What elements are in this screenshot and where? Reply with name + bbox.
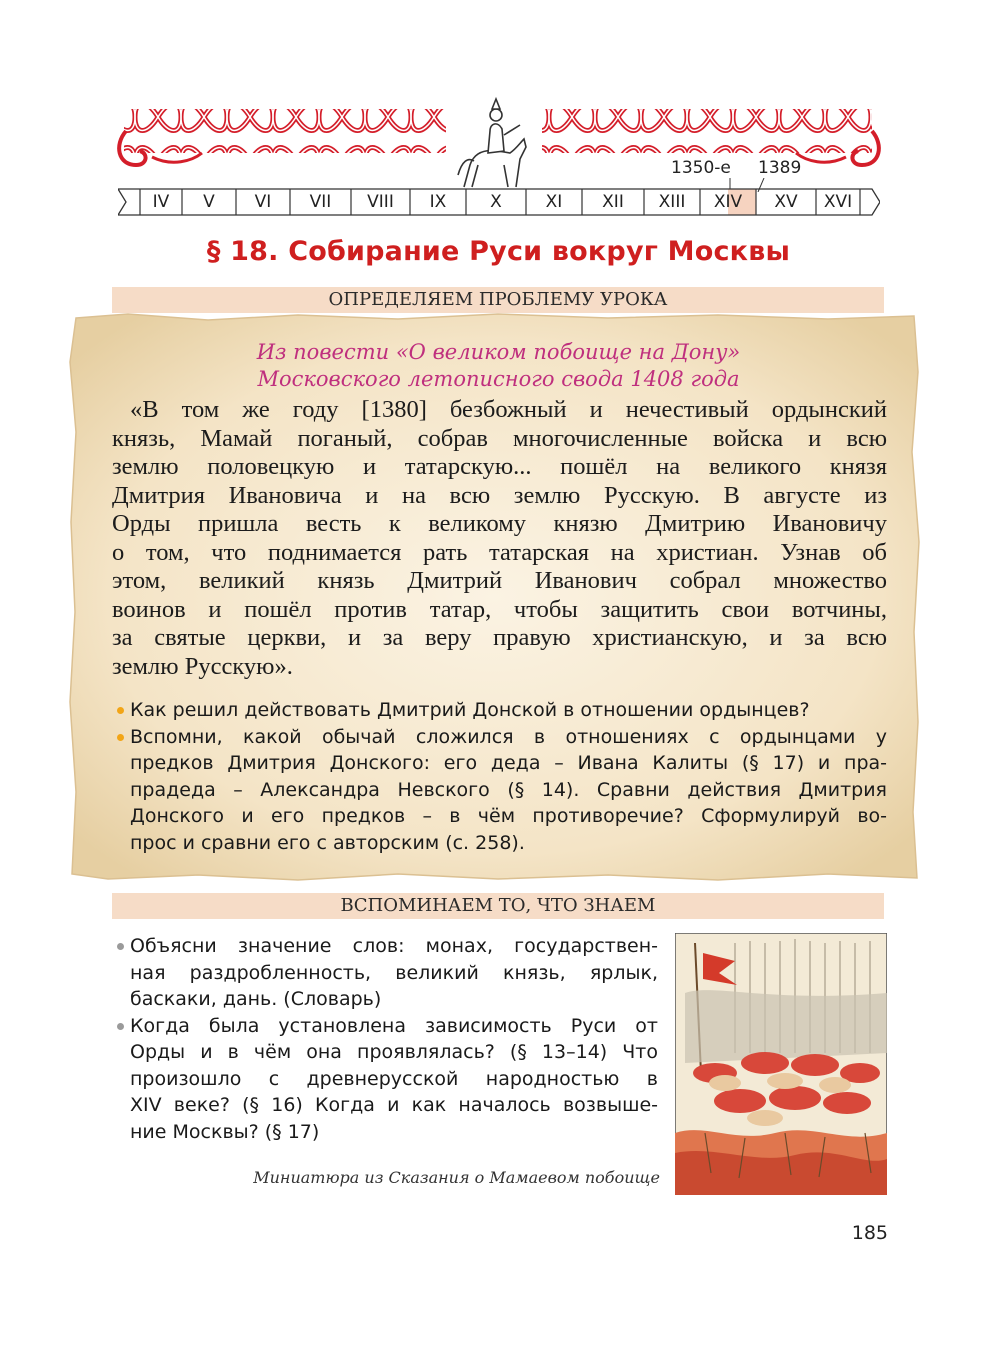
- bullet-dot: [117, 943, 124, 950]
- question-item-cont: прос и сравни его с авторским (с. 258).: [130, 831, 525, 854]
- bullet-dot: [117, 707, 124, 714]
- question-item: Как решил действовать Дмитрий Донской в отношении ордынцев?: [130, 699, 810, 721]
- century-label: VII: [309, 192, 332, 212]
- image-caption: Миниатюра из Сказания о Мамаевом побоище: [253, 1168, 660, 1187]
- quote-line: воинов и пошёл против татар, чтобы защитить свои вотчины,: [112, 595, 887, 623]
- century-label: X: [490, 192, 502, 212]
- question-item: Вспомни, какой обычай сложился в отношениях с ордынцами у: [130, 725, 887, 748]
- chronicle-quote: [112, 396, 887, 681]
- page-number: 185: [851, 1222, 888, 1244]
- century-label: XII: [602, 192, 624, 212]
- recall-list: [130, 933, 658, 1145]
- quote-source-title: Из повести «О великом побоище на Дону»: [256, 340, 741, 364]
- century-label: IV: [152, 192, 170, 212]
- century-label: XVI: [823, 192, 853, 212]
- question-item-cont: Донского и его предков – в чём противоречие? Сформулируй во-: [130, 805, 887, 827]
- recall-item: Когда была установлена зависимость Руси от: [130, 1014, 658, 1037]
- timeline-marker-1350: 1350-е: [671, 158, 731, 178]
- century-timeline: [118, 187, 880, 217]
- recall-item-cont: баскаки, дань. (Словарь): [130, 988, 382, 1010]
- century-label: V: [203, 192, 215, 212]
- recall-item-cont: XIV веке? (§ 16) Когда и как началось возвыше-: [130, 1094, 658, 1116]
- section-header-problem: ОПРЕДЕЛЯЕМ ПРОБЛЕМУ УРОКА: [112, 287, 884, 313]
- quote-line: землю Русскую».: [112, 652, 293, 680]
- quote-line: этом, великий князь Дмитрий Иванович собрал множество: [112, 567, 887, 594]
- century-label: IX: [429, 192, 447, 212]
- century-label-highlight: XIV: [713, 192, 743, 212]
- section-header-recall: ВСПОМИНАЕМ ТО, ЧТО ЗНАЕМ: [112, 893, 884, 919]
- century-label: VI: [254, 192, 272, 212]
- quote-line: о том, что поднимается рать татарская на христиан. Узнав об: [112, 538, 887, 566]
- recall-item-cont: Орды и в чём она проявлялась? (§ 13–14) Что: [130, 1041, 658, 1063]
- century-label: XIII: [658, 192, 686, 212]
- question-item-cont: предков Дмитрия Донского: его деда – Ивана Калиты (§ 17) и пра-: [130, 752, 887, 774]
- timeline-marker-1389: 1389: [758, 158, 802, 178]
- recall-item-cont: ная раздробленность, великий князь, ярлык,: [130, 961, 658, 984]
- bullet-dot: [117, 1023, 124, 1030]
- recall-item-cont: ние Москвы? (§ 17): [130, 1120, 320, 1143]
- quote-line: землю половецкую и татарскую... пошёл на великого князя: [112, 453, 887, 480]
- quote-line: за святые церкви, и за веру правую христианскую, и за всю: [112, 624, 887, 651]
- question-item-cont: прадеда – Александра Невского (§ 14). Сравни действия Дмитрия: [130, 778, 887, 801]
- rider-icon: [458, 99, 526, 187]
- quote-line: князь, Мамай поганый, собрав многочисленные войска и всю: [112, 424, 887, 452]
- question-list: [130, 697, 887, 856]
- quote-line: Орды пришла весть к великому князю Дмитрию Ивановичу: [112, 510, 887, 537]
- quote-line: Дмитрия Ивановича и на всю землю Русскую. В августе из: [112, 481, 887, 509]
- page-title: § 18. Собирание Руси вокруг Москвы: [206, 236, 791, 267]
- bullet-dot: [117, 734, 124, 741]
- century-label: XI: [545, 192, 563, 212]
- recall-item: Объясни значение слов: монах, государствен-: [130, 935, 658, 957]
- century-label: XV: [774, 192, 798, 212]
- recall-item-cont: произошло с древнерусской народностью в: [130, 1067, 658, 1090]
- quote-source-subtitle: Московского летописного свода 1408 года: [257, 367, 740, 391]
- quote-line: «В том же году [1380] безбожный и нечестивый ордынский: [130, 396, 887, 423]
- miniature-battle-image: [675, 933, 887, 1195]
- century-label: VIII: [367, 192, 394, 212]
